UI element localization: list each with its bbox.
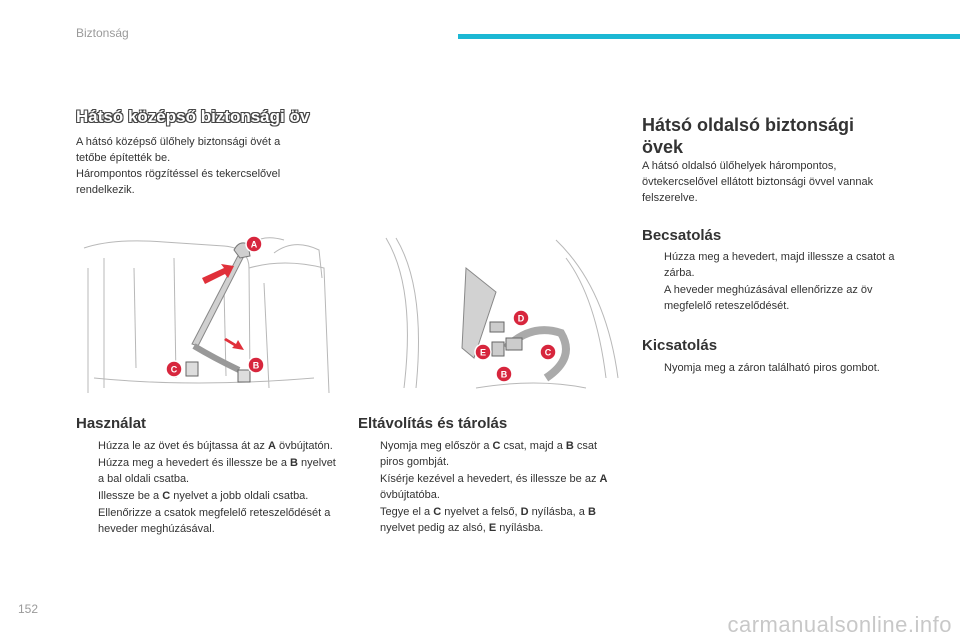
- list-item: Húzza meg a hevedert és illessze be a B nyelvet a bal oldali csatba.: [98, 457, 336, 485]
- list-item: Nyomja meg először a C csat, majd a B csat piros gombját.: [380, 440, 598, 468]
- list-item: Tegye el a C nyelvet a felső, D nyílásba, a B nyelvet pedig az alsó, E nyílásba.: [380, 506, 596, 534]
- buckle-storage-illustration: [356, 228, 622, 400]
- use-list: [76, 438, 338, 538]
- center-belt-intro: A hátsó középső ülőhely biztonsági övét a tetőbe építették be. Hárompontos rögzítéssel és tekercselővel rendelkezik.: [76, 136, 281, 196]
- unfasten-title: Kicsatolás: [642, 337, 718, 354]
- side-belts-intro: A hátsó oldalsó ülőhelyek hárompontos, övtekercselővel ellátott biztonsági övvel vannak felszerelve.: [642, 160, 874, 204]
- list-item: Húzza meg a hevedert, majd illessze a csatot a zárba.: [664, 251, 895, 279]
- label-a: A: [250, 239, 258, 250]
- list-item: Illessze be a C nyelvet a jobb oldali csatba.: [98, 490, 309, 502]
- label-b: B: [252, 360, 260, 371]
- list-item: A heveder meghúzásával ellenőrizze az öv megfelelő reteszelődését.: [664, 284, 873, 312]
- label-b: B: [500, 369, 508, 380]
- remove-list: [358, 438, 620, 537]
- list-item: Kísérje kezével a hevedert, és illessze be az A övbújtatóba.: [380, 473, 608, 501]
- page-number: 152: [18, 602, 39, 616]
- center-belt-illustration: [74, 228, 336, 400]
- accent-bar: [458, 34, 960, 39]
- fasten-title: Becsatolás: [642, 227, 722, 244]
- list-item: Nyomja meg a záron található piros gombot.: [664, 362, 880, 374]
- list-item: Húzza le az övet és bújtassa át az A övbújtatón.: [98, 440, 333, 452]
- section-title: Biztonság: [76, 26, 129, 40]
- use-title: Használat: [76, 415, 147, 432]
- remove-title: Eltávolítás és tárolás: [358, 415, 508, 432]
- label-e: E: [479, 347, 487, 358]
- side-belts-title: Hátsó oldalsó biztonsági övek: [642, 115, 855, 157]
- unfasten-list: [642, 360, 912, 377]
- label-c: C: [544, 347, 552, 358]
- list-item: Ellenőrizze a csatok megfelelő reteszelődését a heveder meghúzásával.: [98, 507, 331, 535]
- center-belt-title: Hátsó középső biztonsági öv: [76, 107, 310, 126]
- label-d: D: [517, 313, 525, 324]
- fasten-list: [642, 249, 912, 315]
- label-c: C: [170, 364, 178, 375]
- watermark: carmanualsonline.info: [727, 612, 952, 637]
